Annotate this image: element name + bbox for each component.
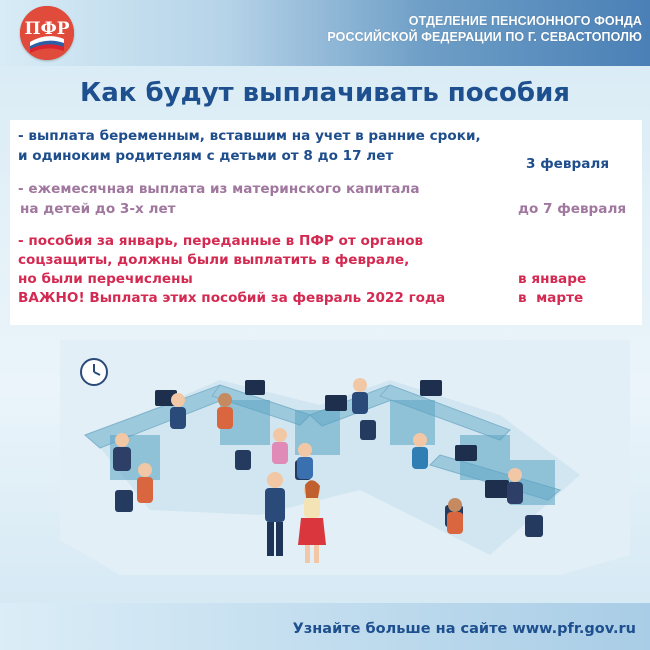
- item-text-line: ВАЖНО! Выплата этих пособий за февраль 2022 года: [18, 290, 446, 306]
- item-date: до 7 февраля: [518, 201, 627, 217]
- website-link[interactable]: Узнайте больше на сайте www.pfr.gov.ru: [292, 621, 636, 637]
- item-text-line: соцзащиты, должны были выплатить в феврале,: [18, 252, 410, 268]
- logo-text: ПФР: [24, 19, 70, 39]
- header-bar: [0, 0, 650, 66]
- page-title: Как будут выплачивать пособия: [80, 78, 570, 108]
- pfr-logo: [20, 6, 74, 60]
- pfr-emblem-icon: [20, 6, 74, 60]
- footer-bar: [0, 603, 650, 650]
- org-name: [327, 13, 642, 45]
- office-illustration: [60, 340, 630, 575]
- item-text-line: - ежемесячная выплата из материнского капитала: [18, 181, 420, 197]
- content-panel: [10, 120, 642, 325]
- org-line-2: РОССИЙСКОЙ ФЕДЕРАЦИИ ПО Г. СЕВАСТОПОЛЮ: [327, 30, 642, 44]
- item-text-line: и одиноким родителям с детьми от 8 до 17 лет: [18, 148, 394, 164]
- item-text-line: на детей до 3-х лет: [20, 201, 176, 217]
- item-text-line: но были перечислены: [18, 271, 193, 287]
- item-date: в январе: [518, 271, 587, 287]
- item-date: 3 февраля: [526, 156, 610, 172]
- org-line-1: ОТДЕЛЕНИЕ ПЕНСИОННОГО ФОНДА: [408, 14, 642, 28]
- item-date: в марте: [518, 290, 584, 306]
- item-text-line: - выплата беременным, вставшим на учет в ранние сроки,: [18, 128, 481, 144]
- clock-icon: [81, 359, 107, 385]
- item-text-line: - пособия за январь, переданные в ПФР от органов: [18, 233, 424, 249]
